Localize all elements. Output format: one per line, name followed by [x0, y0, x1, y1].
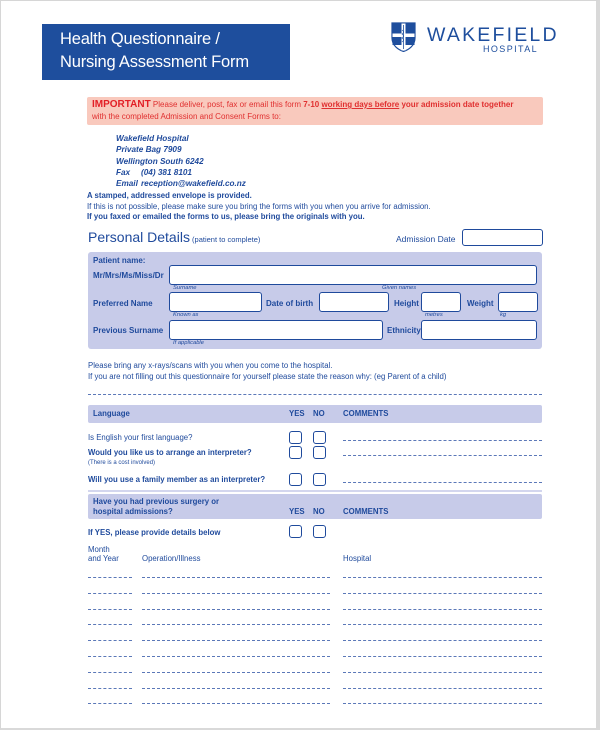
question-interpreter: Would you like us to arrange an interpreter? [88, 448, 252, 457]
hospital-line[interactable] [343, 672, 542, 673]
month-year-line[interactable] [88, 577, 132, 578]
important-label: IMPORTANT [92, 99, 151, 110]
email-address[interactable]: reception@wakefield.co.nz [141, 179, 246, 189]
english-first-yes-checkbox[interactable] [289, 431, 302, 444]
known-as-hint: Known as [173, 312, 199, 318]
title-label: Mr/Mrs/Ms/Miss/Dr [93, 271, 164, 280]
operation-line[interactable] [142, 672, 330, 673]
operation-column-header: Operation/Illness [142, 554, 201, 563]
section-divider [88, 490, 542, 492]
language-header-band [88, 405, 542, 423]
month-year-line[interactable] [88, 609, 132, 610]
working-days-emphasis: working days before [321, 100, 400, 109]
form-title-line2: Nursing Assessment Form [60, 53, 249, 71]
question-family-interpreter: Will you use a family member as an interpreter? [88, 475, 266, 484]
interpreter-yes-checkbox[interactable] [289, 446, 302, 459]
yes-column-header: YES [289, 409, 305, 418]
question-english-first: Is English your first language? [88, 433, 193, 442]
operation-line[interactable] [142, 577, 330, 578]
interpreter-cost-note: (There is a cost involved) [88, 460, 156, 466]
ethnicity-label: Ethnicity [387, 326, 421, 335]
reason-instruction: If you are not filling out this questionnaire for yourself please state the reason why: (eg Parent of a child) [88, 372, 447, 381]
language-heading: Language [93, 409, 130, 418]
hospital-line[interactable] [343, 593, 542, 594]
surname-hint: Surname [173, 285, 197, 291]
family-interpreter-yes-checkbox[interactable] [289, 473, 302, 486]
english-first-no-checkbox[interactable] [313, 431, 326, 444]
surgery-yes-checkbox[interactable] [289, 525, 302, 538]
section-title-personal-details: Personal Details (patient to complete) [88, 229, 261, 245]
surgery-no-checkbox[interactable] [313, 525, 326, 538]
month-year-line[interactable] [88, 656, 132, 657]
interpreter-comment-line[interactable] [343, 455, 542, 456]
important-notice: IMPORTANT Please deliver, post, fax or email this form 7-10 working days before your admission date together with the completed Admission and Consent Forms to: [87, 97, 543, 125]
previous-surname-field[interactable] [169, 320, 383, 340]
hospital-line[interactable] [343, 640, 542, 641]
preferred-name-label: Preferred Name [93, 299, 153, 308]
hospital-line[interactable] [343, 624, 542, 625]
month-year-column-header: Month and Year [88, 545, 119, 563]
hospital-line[interactable] [343, 703, 542, 704]
height-field[interactable] [421, 292, 461, 312]
preferred-name-field[interactable] [169, 292, 262, 312]
month-year-line[interactable] [88, 672, 132, 673]
month-year-line[interactable] [88, 624, 132, 625]
hospital-address: Wakefield Hospital Private Bag 7909 Wellington South 6242 Fax (04) 381 8101 Email reception@wakefield.co.nz [116, 134, 246, 189]
if-yes-instruction: If YES, please provide details below [88, 528, 221, 537]
surgery-no-column-header: NO [313, 507, 325, 516]
hospital-line[interactable] [343, 609, 542, 610]
if-applicable-hint: If applicable [173, 340, 204, 346]
fax-number: (04) 381 8101 [141, 167, 192, 177]
interpreter-no-checkbox[interactable] [313, 446, 326, 459]
form-title-banner [42, 24, 290, 80]
weight-label: Weight [467, 299, 494, 308]
hospital-line[interactable] [343, 688, 542, 689]
operation-line[interactable] [142, 703, 330, 704]
hospital-line[interactable] [343, 577, 542, 578]
surgery-heading: Have you had previous surgery or hospital admissions? [93, 497, 220, 516]
envelope-notes: A stamped, addressed envelope is provided. If this is not possible, please make sure you bring the forms with you when you arrive for admission. If you faxed or emailed the forms to us, please bring the originals with you. [87, 191, 431, 222]
month-year-line[interactable] [88, 640, 132, 641]
kg-hint: kg [500, 312, 507, 318]
patient-name-field[interactable] [169, 265, 537, 285]
surgery-header-band [88, 494, 542, 519]
operation-line[interactable] [142, 640, 330, 641]
logo-name: WAKEFIELD [427, 24, 559, 46]
reason-answer-line[interactable] [88, 394, 542, 395]
personal-details-panel [88, 252, 542, 349]
hospital-line[interactable] [343, 656, 542, 657]
no-column-header: NO [313, 409, 325, 418]
given-names-hint: Given names [382, 285, 417, 291]
month-year-line[interactable] [88, 593, 132, 594]
english-first-comment-line[interactable] [343, 440, 542, 441]
previous-surname-label: Previous Surname [93, 326, 164, 335]
month-year-line[interactable] [88, 703, 132, 704]
logo-subtitle: HOSPITAL [483, 44, 539, 54]
ethnicity-field[interactable] [421, 320, 537, 340]
operation-line[interactable] [142, 656, 330, 657]
surgery-yes-column-header: YES [289, 507, 305, 516]
patient-name-label: Patient name: [93, 256, 146, 265]
shield-crest-icon [391, 22, 416, 52]
hospital-logo [389, 22, 559, 58]
weight-field[interactable] [498, 292, 538, 312]
surgery-comments-column-header: COMMENTS [343, 507, 389, 516]
date-of-birth-field[interactable] [319, 292, 389, 312]
family-interpreter-no-checkbox[interactable] [313, 473, 326, 486]
operation-line[interactable] [142, 609, 330, 610]
metres-hint: metres [425, 312, 443, 318]
operation-line[interactable] [142, 624, 330, 625]
comments-column-header: COMMENTS [343, 409, 389, 418]
date-of-birth-label: Date of birth [266, 299, 314, 308]
operation-line[interactable] [142, 593, 330, 594]
instructions [88, 360, 446, 382]
month-year-line[interactable] [88, 688, 132, 689]
family-interpreter-comment-line[interactable] [343, 482, 542, 483]
height-label: Height [394, 299, 419, 308]
hospital-column-header: Hospital [343, 554, 372, 563]
xray-instruction: Please bring any x-rays/scans with you when you come to the hospital. [88, 361, 333, 370]
admission-date-label: Admission Date [396, 234, 456, 244]
operation-line[interactable] [142, 688, 330, 689]
admission-date-field[interactable] [462, 229, 543, 246]
form-title-line1: Health Questionnaire / [60, 30, 220, 48]
